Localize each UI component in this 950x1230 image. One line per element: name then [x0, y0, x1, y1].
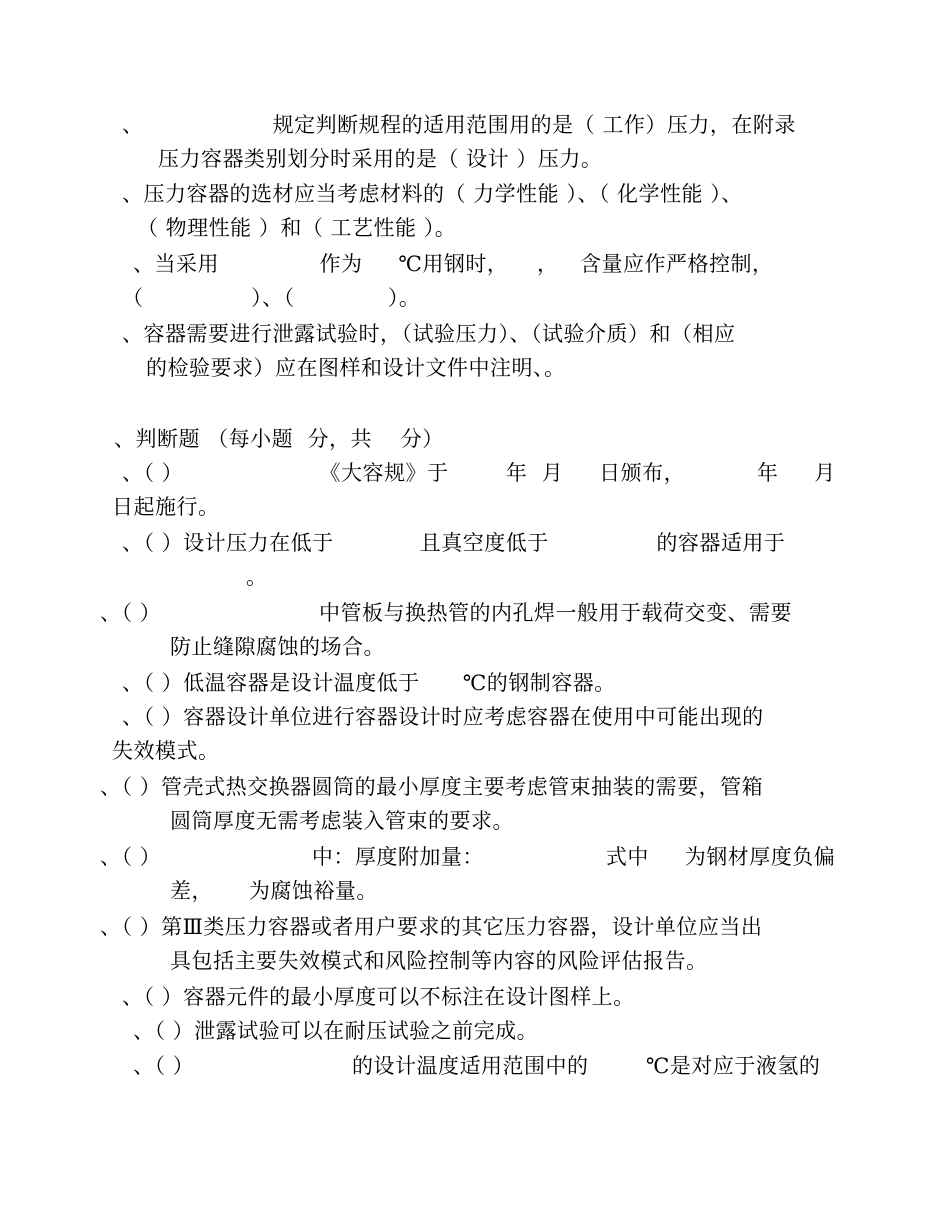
text-line: 、（ ）第Ⅲ类压力容器或者用户要求的其它压力容器，设计单位应当出 [100, 915, 763, 939]
text-line: 、（ ）容器元件的最小厚度可以不标注在设计图样上。 [122, 985, 635, 1009]
text-line: 差， 为腐蚀裕量。 [170, 879, 378, 903]
text-line: 、（ ） 中管板与换热管的内孔焊一般用于载荷交变、需要 [100, 601, 793, 625]
text-line: 、容器需要进行泄露试验时，（试验压力）、（试验介质）和（相应 [122, 322, 736, 346]
text-line: 、当采用 作为 ℃用钢时， ， 含量应作严格控制， [133, 252, 774, 276]
text-line: 、（ ） 中：厚度附加量： 式中 为钢材厚度负偏 [100, 845, 836, 869]
text-line: 、（ ）容器设计单位进行容器设计时应考虑容器在使用中可能出现的 [122, 705, 764, 729]
text-line: 、（ ）管壳式热交换器圆筒的最小厚度主要考虑管束抽装的需要，管箱 [100, 775, 764, 799]
text-line: 圆筒厚度无需考虑装入管束的要求。 [170, 809, 514, 833]
text-line: 。 [246, 565, 268, 589]
text-line: （ 物理性能 ）和（ 工艺性能 ）。 [137, 216, 457, 240]
text-line: 、（ ）泄露试验可以在耐压试验之前完成。 [133, 1019, 539, 1043]
text-line: 防止缝隙腐蚀的场合。 [170, 635, 385, 659]
text-line: 压力容器类别划分时采用的是（ 设计 ）压力。 [158, 147, 603, 171]
text-line: 日起施行。 [112, 495, 220, 519]
section-heading: 、判断题 （每小题 分，共 分） [114, 427, 444, 451]
text-line: 的检验要求）应在图样和设计文件中注明、。 [146, 356, 566, 380]
text-line: 具包括主要失效模式和风险控制等内容的风险评估报告。 [170, 949, 708, 973]
text-line: （ ）、（ ）。 [122, 286, 421, 310]
text-line: 、 规定判断规程的适用范围用的是（ 工作）压力，在附录 [122, 113, 796, 137]
text-line: 、（ ）低温容器是设计温度低于 ℃的钢制容器。 [122, 671, 616, 695]
text-line: 、（ ） 《大容规》于 年 月 日颁布， 年 月 [122, 461, 836, 485]
text-line: 、（ ） 的设计温度适用范围中的 ℃是对应于液氢的 [133, 1054, 821, 1078]
text-line: 、（ ）设计压力在低于 且真空度低于 的容器适用于 [122, 531, 786, 555]
text-line: 、压力容器的选材应当考虑材料的（ 力学性能 ）、（ 化学性能 ）、 [122, 182, 743, 206]
text-line: 失效模式。 [112, 739, 220, 763]
